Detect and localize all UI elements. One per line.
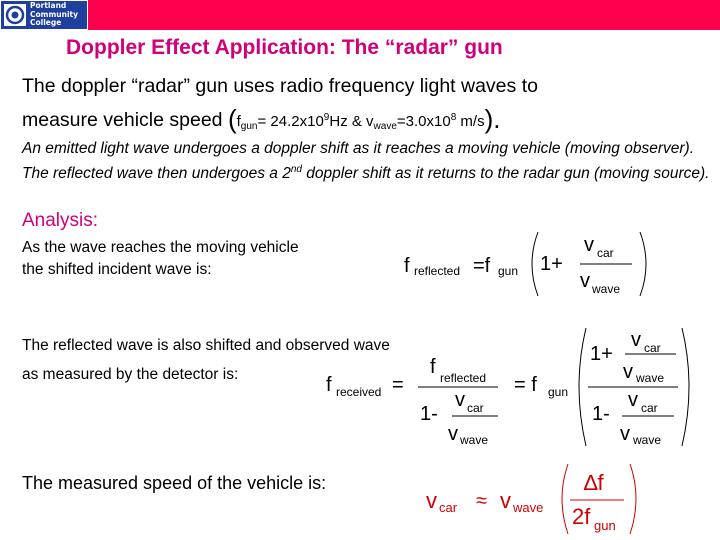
eq2-reflected-subscript: reflected	[440, 371, 487, 385]
eq1-v-numerator: v	[584, 234, 594, 256]
wave-subscript: wave	[373, 121, 397, 132]
logo-line-3: College	[30, 18, 62, 27]
eq1-one-plus: 1+	[540, 253, 563, 275]
equation-received-frequency	[322, 324, 694, 452]
eq2-car-sub-left: car	[467, 401, 484, 415]
eq2-left-paren	[579, 328, 586, 446]
slide-title: Doppler Effect Application: The “radar” gun	[66, 36, 503, 59]
eq3-v-wave: v	[500, 488, 511, 513]
eq1-v-denominator: v	[580, 270, 590, 292]
eq2-wave-sub-top: wave	[636, 371, 665, 385]
close-paren: ).	[484, 104, 501, 134]
eq2-v-wave-right: v	[620, 423, 630, 445]
eq1-equals-f: =f	[473, 255, 491, 277]
eq2-f-numerator: f	[430, 356, 436, 378]
step2-line-2: as measured by the detector is:	[22, 366, 239, 383]
wave-speed-value: =3.0x10	[396, 113, 451, 130]
eq2-v-wave-top: v	[623, 361, 633, 383]
logo-mark-icon	[4, 4, 26, 26]
eq1-wave-subscript: wave	[592, 282, 621, 296]
eq1-right-paren	[640, 232, 646, 296]
f-symbol: f	[236, 113, 241, 130]
eq2-f: f	[326, 374, 332, 396]
eq1-gun-subscript: gun	[498, 264, 519, 278]
gun-subscript: gun	[240, 121, 258, 132]
eq2-equals-f-gun: = f	[514, 374, 537, 396]
intro-line-1: The doppler “radar” gun uses radio frequency light waves to	[22, 75, 538, 97]
eq1-car-subscript: car	[597, 246, 614, 260]
eq1-left-paren	[532, 232, 538, 296]
logo-background	[1, 1, 87, 29]
gun-frequency-value: = 24.2x10	[257, 113, 324, 130]
analysis-heading: Analysis:	[22, 210, 99, 231]
eq2-wave-sub-right: wave	[633, 433, 662, 447]
eq2-car-sub-top: car	[644, 341, 661, 355]
eq2-gun-subscript: gun	[548, 385, 569, 399]
eq3-gun-subscript: gun	[594, 518, 616, 533]
eq2-v-car-top: v	[631, 329, 641, 351]
eq3-car-subscript: car	[439, 500, 458, 515]
equation-vehicle-speed	[420, 460, 650, 538]
speed-unit: m/s	[456, 113, 485, 130]
intro-line-2	[22, 102, 538, 142]
eq2-v-car-left: v	[455, 389, 465, 411]
measured-speed-text: The measured speed of the vehicle is:	[22, 473, 327, 493]
step1-line-1: As the wave reaches the moving vehicle	[22, 239, 299, 256]
eq3-v: v	[426, 488, 437, 513]
eq2-equals: =	[392, 374, 404, 396]
eq3-wave-subscript: wave	[513, 500, 544, 515]
eq3-left-paren	[562, 464, 568, 534]
frequency-exponent: 9	[323, 112, 330, 123]
eq2-right-paren	[682, 328, 689, 446]
header-bar	[0, 0, 720, 30]
explanation-part-2: doppler shift as it returns to the radar gun (moving source).	[301, 165, 710, 183]
logo-line-2: Community	[30, 9, 79, 19]
step1-text	[22, 237, 299, 280]
intro-line-2-text: measure vehicle speed	[22, 109, 228, 131]
eq2-v-car-right: v	[628, 389, 638, 411]
eq1-f: f	[404, 255, 410, 277]
eq2-one-plus: 1+	[590, 343, 613, 365]
eq2-received-subscript: received	[336, 385, 382, 399]
step1-line-2: the shifted incident wave is:	[22, 260, 212, 278]
eq2-one-minus-right: 1-	[592, 403, 610, 425]
eq3-delta-f: ∆f	[584, 470, 604, 495]
step2-line-1: The reflected wave is also shifted and observed wave	[22, 337, 390, 354]
eq3-two-f: 2f	[572, 504, 591, 529]
logo-line-1: Portland	[30, 1, 67, 10]
eq2-wave-sub-left: wave	[460, 433, 489, 447]
college-logo	[0, 0, 88, 30]
eq2-v-wave-left: v	[448, 423, 458, 445]
intro-paragraph	[22, 71, 538, 142]
eq2-car-sub-right: car	[641, 401, 658, 415]
eq3-approx: ≈	[476, 490, 487, 512]
hz-unit: Hz & v	[329, 113, 374, 130]
speed-exponent: 8	[450, 112, 457, 123]
eq3-right-paren	[630, 464, 636, 534]
explanation-paragraph	[22, 138, 712, 184]
eq2-one-minus-left: 1-	[420, 403, 438, 425]
explanation-part-1: An emitted light wave undergoes a doppler shift as it reaches a moving vehicle (moving observer). The reflected wave then undergoes a 2	[22, 140, 695, 183]
ordinal-superscript: nd	[290, 164, 302, 175]
equation-reflected-frequency	[400, 226, 660, 302]
open-paren: (	[227, 104, 237, 134]
eq1-reflected-subscript: reflected	[414, 264, 461, 278]
logo-text	[30, 2, 88, 28]
